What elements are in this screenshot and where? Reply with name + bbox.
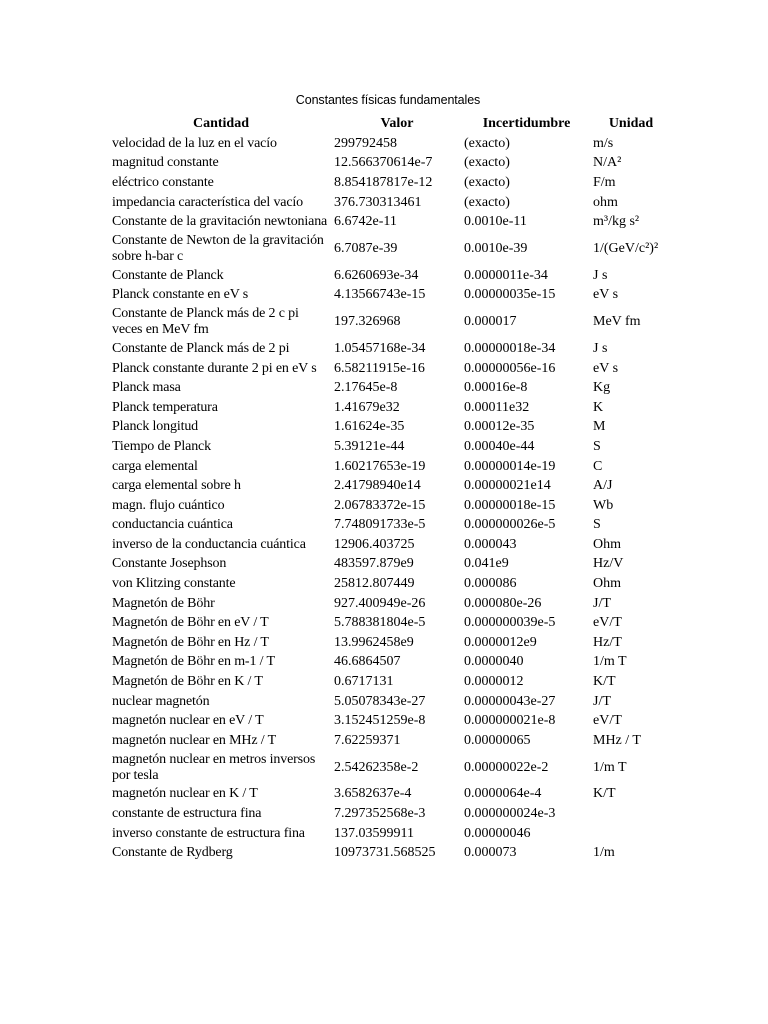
cell-value: 7.748091733e-5 (334, 517, 426, 533)
cell-unit: eV/T (593, 713, 622, 729)
table-row (110, 731, 671, 751)
cell-quantity: Constante de la gravitación newtoniana (112, 214, 328, 230)
cell-uncertainty: 0.0000064e-4 (464, 786, 542, 802)
cell-value: 2.17645e-8 (334, 380, 398, 396)
table-row (110, 232, 671, 266)
header-uncertainty: Incertidumbre (482, 116, 571, 131)
cell-unit: K (593, 399, 604, 415)
cell-uncertainty: 0.0000040 (464, 654, 524, 670)
cell-uncertainty: 0.00000056e-16 (464, 360, 556, 376)
cell-unit: J/T (593, 595, 611, 611)
cell-uncertainty: 0.000073 (464, 845, 517, 861)
cell-unit: J s (593, 340, 608, 356)
table-row (110, 751, 671, 785)
cell-uncertainty: 0.00000018e-15 (464, 497, 556, 513)
cell-value: 7.62259371 (334, 732, 401, 748)
cell-unit: ohm (593, 194, 618, 210)
cell-value: 12.566370614e-7 (334, 155, 433, 171)
cell-quantity: velocidad de la luz en el vacío (112, 135, 277, 151)
cell-quantity: magnitud constante (112, 155, 219, 171)
cell-value: 5.788381804e-5 (334, 615, 426, 631)
cell-quantity: von Klitzing constante (112, 576, 236, 592)
cell-value: 1.61624e-35 (334, 419, 405, 435)
cell-value: 6.6260693e-34 (334, 267, 419, 283)
table-row (110, 692, 671, 712)
cell-uncertainty: (exacto) (464, 174, 510, 190)
table-row (110, 516, 671, 536)
cell-uncertainty: 0.00016e-8 (464, 380, 528, 396)
cell-unit: N/A² (593, 155, 622, 171)
cell-value: 137.03599911 (334, 825, 414, 841)
cell-quantity: conductancia cuántica (112, 517, 233, 533)
cell-value: 1.05457168e-34 (334, 340, 426, 356)
cell-value: 5.05078343e-27 (334, 693, 426, 709)
cell-value: 2.06783372e-15 (334, 497, 426, 513)
cell-unit (591, 804, 671, 824)
cell-uncertainty: 0.00000046 (464, 825, 531, 841)
cell-unit: K/T (593, 674, 616, 690)
cell-quantity: Tiempo de Planck (112, 438, 211, 454)
cell-uncertainty: 0.00011e32 (464, 399, 530, 415)
cell-quantity: Planck constante durante 2 pi en eV s (112, 360, 317, 376)
cell-quantity: Magnetón de Böhr (112, 595, 215, 611)
cell-value: 4.13566743e-15 (334, 287, 426, 303)
cell-quantity: magnetón nuclear en K / T (112, 786, 258, 802)
cell-uncertainty: 0.000080e-26 (464, 595, 542, 611)
cell-quantity: inverso constante de estructura fina (112, 825, 305, 841)
table-row (110, 711, 671, 731)
cell-uncertainty: 0.00000021e14 (464, 478, 551, 494)
cell-uncertainty: 0.0000011e-34 (464, 267, 548, 283)
cell-uncertainty: 0.000000026e-5 (464, 517, 556, 533)
cell-quantity: Constante de Newton de la gravitación sobre h-bar c (112, 232, 324, 264)
cell-uncertainty: 0.0000012e9 (464, 634, 537, 650)
cell-unit: Hz/T (593, 634, 622, 650)
table-row (110, 266, 671, 286)
cell-quantity: inverso de la conductancia cuántica (112, 536, 306, 552)
cell-uncertainty: 0.00040e-44 (464, 438, 535, 454)
cell-unit: Ohm (593, 576, 621, 592)
cell-quantity: Constante de Rydberg (112, 845, 233, 861)
cell-unit: C (593, 458, 603, 474)
table-row (110, 212, 671, 232)
table-row (110, 173, 671, 193)
cell-quantity: magnetón nuclear en metros inversos por tesla (112, 751, 316, 783)
cell-uncertainty: 0.000086 (464, 576, 517, 592)
cell-quantity: carga elemental sobre h (112, 478, 241, 494)
cell-uncertainty: 0.00000014e-19 (464, 458, 556, 474)
cell-value: 2.41798940e14 (334, 478, 421, 494)
cell-quantity: Magnetón de Böhr en Hz / T (112, 634, 269, 650)
cell-quantity: Magnetón de Böhr en K / T (112, 674, 263, 690)
cell-value: 6.7087e-39 (334, 240, 398, 256)
table-row (110, 535, 671, 555)
cell-unit: Kg (593, 380, 611, 396)
table-row (110, 154, 671, 174)
cell-unit: M (593, 419, 606, 435)
cell-unit: m/s (593, 135, 614, 151)
cell-unit: J s (593, 267, 608, 283)
cell-uncertainty: 0.0010e-11 (464, 214, 527, 230)
cell-uncertainty: 0.00012e-35 (464, 419, 535, 435)
cell-unit: K/T (593, 786, 616, 802)
cell-unit (591, 824, 671, 844)
cell-uncertainty: (exacto) (464, 194, 510, 210)
cell-value: 13.9962458e9 (334, 634, 414, 650)
cell-uncertainty: 0.041e9 (464, 556, 509, 572)
cell-quantity: carga elemental (112, 458, 198, 474)
cell-uncertainty: 0.000000024e-3 (464, 806, 556, 822)
cell-uncertainty: (exacto) (464, 155, 510, 171)
cell-quantity: Planck constante en eV s (112, 287, 249, 303)
cell-value: 299792458 (334, 135, 397, 151)
cell-value: 6.58211915e-16 (334, 360, 425, 376)
table-row (110, 633, 671, 653)
cell-uncertainty: 0.000000039e-5 (464, 615, 556, 631)
cell-uncertainty: 0.00000018e-34 (464, 340, 556, 356)
cell-quantity: impedancia característica del vacío (112, 194, 304, 210)
cell-uncertainty: 0.000043 (464, 536, 517, 552)
table-row (110, 378, 671, 398)
cell-value: 197.326968 (334, 314, 401, 330)
table-row (110, 555, 671, 575)
cell-quantity: Planck masa (112, 380, 181, 396)
cell-quantity: Constante de Planck más de 2 c pi veces en MeV fm (112, 306, 299, 338)
table-row (110, 594, 671, 614)
table-row (110, 574, 671, 594)
header-quantity: Cantidad (192, 116, 250, 131)
table-row (110, 359, 671, 379)
cell-uncertainty: 0.00000022e-2 (464, 759, 549, 775)
table-row (110, 496, 671, 516)
cell-unit: 1/m (593, 845, 615, 861)
cell-value: 10973731.568525 (334, 845, 436, 861)
cell-unit: 1/m T (593, 759, 627, 775)
cell-unit: m³/kg s² (593, 214, 640, 230)
cell-value: 376.730313461 (334, 194, 422, 210)
cell-value: 2.54262358e-2 (334, 759, 419, 775)
table-row (110, 457, 671, 477)
table-row (110, 653, 671, 673)
constants-table (110, 114, 671, 863)
cell-value: 7.297352568e-3 (334, 806, 426, 822)
document-title: Constantes físicas fundamentales (295, 93, 481, 107)
table-row (110, 134, 671, 154)
cell-value: 8.854187817e-12 (334, 174, 433, 190)
cell-unit: Wb (593, 497, 614, 513)
cell-unit: F/m (593, 174, 616, 190)
cell-unit: Hz/V (593, 556, 624, 572)
cell-quantity: Constante de Planck (112, 267, 224, 283)
table-row (110, 339, 671, 359)
cell-value: 0.6717131 (334, 674, 394, 690)
header-unit: Unidad (608, 116, 654, 131)
cell-quantity: magnetón nuclear en eV / T (112, 713, 264, 729)
cell-value: 3.152451259e-8 (334, 713, 426, 729)
cell-unit: MHz / T (593, 732, 641, 748)
cell-value: 46.6864507 (334, 654, 401, 670)
table-header-row (110, 114, 671, 134)
table-row (110, 672, 671, 692)
cell-uncertainty: 0.00000043e-27 (464, 693, 556, 709)
cell-uncertainty: 0.000017 (464, 314, 517, 330)
table-row (110, 785, 671, 805)
cell-quantity: constante de estructura fina (112, 806, 262, 822)
table-row (110, 843, 671, 863)
cell-uncertainty: 0.00000035e-15 (464, 287, 556, 303)
table-row (110, 476, 671, 496)
table-row (110, 286, 671, 306)
cell-uncertainty: 0.0010e-39 (464, 240, 528, 256)
header-value: Valor (380, 116, 414, 131)
cell-value: 5.39121e-44 (334, 438, 405, 454)
cell-unit: eV/T (593, 615, 622, 631)
cell-quantity: magn. flujo cuántico (112, 497, 225, 513)
cell-unit: S (593, 517, 601, 533)
table-row (110, 437, 671, 457)
cell-quantity: Magnetón de Böhr en m-1 / T (112, 654, 275, 670)
cell-value: 25812.807449 (334, 576, 415, 592)
cell-value: 1.41679e32 (334, 399, 400, 415)
cell-uncertainty: (exacto) (464, 135, 510, 151)
cell-unit: J/T (593, 693, 611, 709)
cell-unit: eV s (593, 287, 619, 303)
cell-unit: S (593, 438, 601, 454)
cell-unit: Ohm (593, 536, 621, 552)
table-row (110, 398, 671, 418)
cell-uncertainty: 0.0000012 (464, 674, 524, 690)
table-row (110, 613, 671, 633)
cell-quantity: Planck temperatura (112, 399, 218, 415)
cell-uncertainty: 0.00000065 (464, 732, 531, 748)
cell-quantity: Planck longitud (112, 419, 199, 435)
cell-value: 927.400949e-26 (334, 595, 426, 611)
cell-unit: A/J (593, 478, 613, 494)
cell-unit: eV s (593, 360, 619, 376)
table-row (110, 824, 671, 844)
table-row (110, 418, 671, 438)
cell-value: 483597.879e9 (334, 556, 414, 572)
cell-unit: 1/(GeV/c²)² (593, 240, 659, 256)
cell-value: 12906.403725 (334, 536, 415, 552)
cell-quantity: eléctrico constante (112, 174, 214, 190)
cell-value: 3.6582637e-4 (334, 786, 412, 802)
cell-value: 6.6742e-11 (334, 214, 397, 230)
table-row (110, 804, 671, 824)
cell-value: 1.60217653e-19 (334, 458, 426, 474)
cell-quantity: nuclear magnetón (112, 693, 210, 709)
cell-unit: MeV fm (593, 314, 641, 330)
cell-quantity: Constante de Planck más de 2 pi (112, 340, 290, 356)
cell-unit: 1/m T (593, 654, 627, 670)
table-row (110, 193, 671, 213)
cell-uncertainty: 0.000000021e-8 (464, 713, 556, 729)
table-row (110, 305, 671, 339)
cell-quantity: Constante Josephson (112, 556, 227, 572)
table-body (110, 134, 671, 863)
cell-quantity: magnetón nuclear en MHz / T (112, 732, 277, 748)
cell-quantity: Magnetón de Böhr en eV / T (112, 615, 269, 631)
